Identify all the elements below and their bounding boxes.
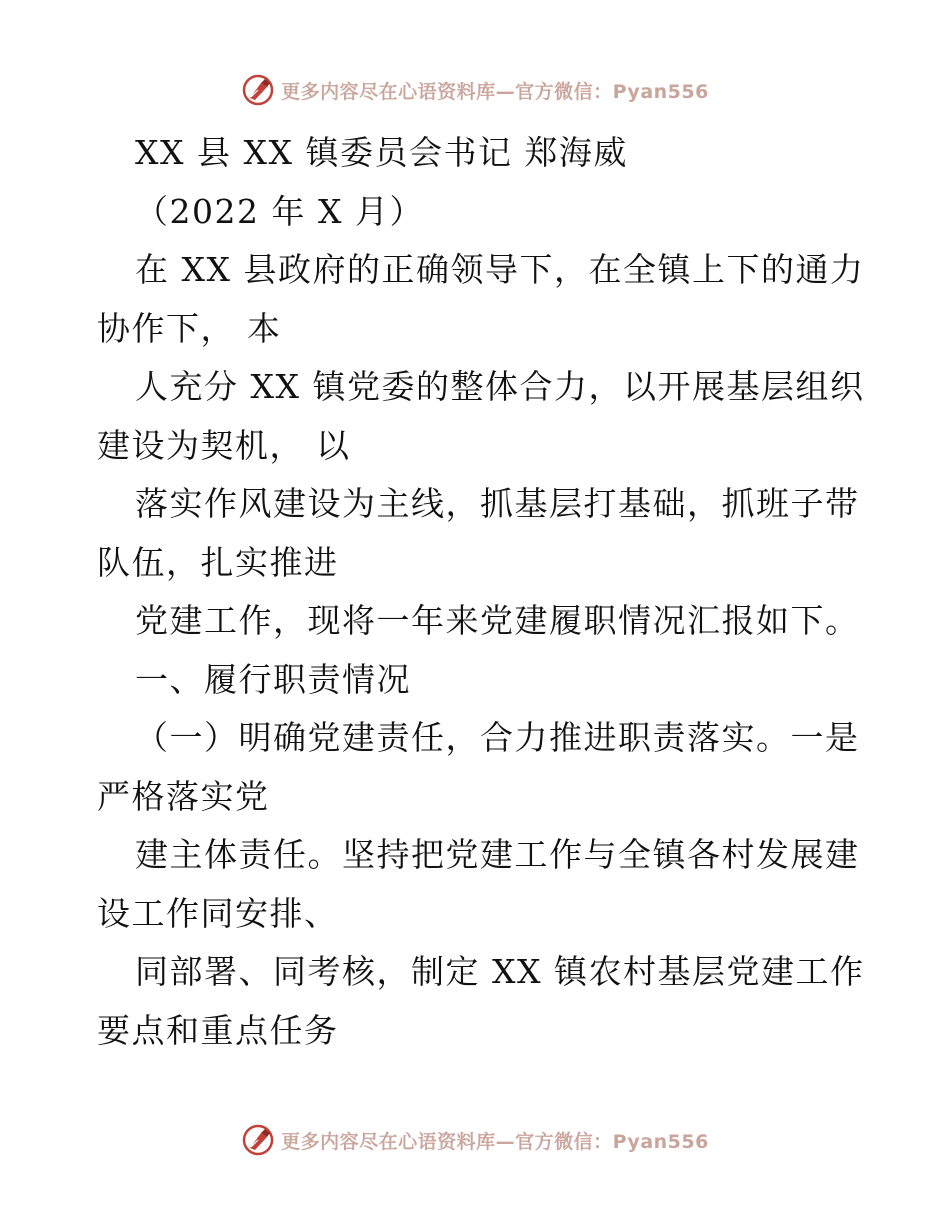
header-banner xyxy=(0,70,950,110)
document-line: 队伍，扎实推进 xyxy=(97,542,339,582)
document-line: 设工作同安排、 xyxy=(97,893,339,933)
document-line: 建主体责任。坚持把党建工作与全镇各村发展建 xyxy=(135,835,860,874)
header-banner-text: 更多内容尽在心语资料库—官方微信：Pyan556 xyxy=(281,80,709,103)
document-line: 落实作风建设为主线，抓基层打基础，抓班子带 xyxy=(135,484,860,523)
document-line: 一、履行职责情况 xyxy=(135,659,411,699)
document-line: 人充分 XX 镇党委的整体合力，以开展基层组织 xyxy=(135,367,865,406)
footer-banner-inner xyxy=(241,1123,709,1157)
pen-nib-logo-icon xyxy=(241,73,275,107)
document-line: 建设为契机， 以 xyxy=(97,425,351,465)
document-line: （2022 年 X 月） xyxy=(135,191,424,231)
document-line: 同部署、同考核，制定 XX 镇农村基层党建工作 xyxy=(135,952,865,991)
footer-banner xyxy=(0,1120,950,1160)
header-banner-inner xyxy=(241,73,709,107)
document-line: 严格落实党 xyxy=(97,776,270,816)
document-line: 要点和重点任务 xyxy=(97,1010,339,1050)
document-line: 协作下， 本 xyxy=(97,308,282,348)
document-body xyxy=(97,124,867,1060)
document-line: XX 县 XX 镇委员会书记 郑海威 xyxy=(135,133,628,172)
document-line: 在 XX 县政府的正确领导下，在全镇上下的通力 xyxy=(135,250,865,289)
pen-nib-logo-icon xyxy=(241,1123,275,1157)
document-line: （一）明确党建责任，合力推进职责落实。一是 xyxy=(135,718,860,757)
document-line: 党建工作，现将一年来党建履职情况汇报如下。 xyxy=(135,601,860,640)
footer-banner-text: 更多内容尽在心语资料库—官方微信：Pyan556 xyxy=(281,1130,709,1153)
